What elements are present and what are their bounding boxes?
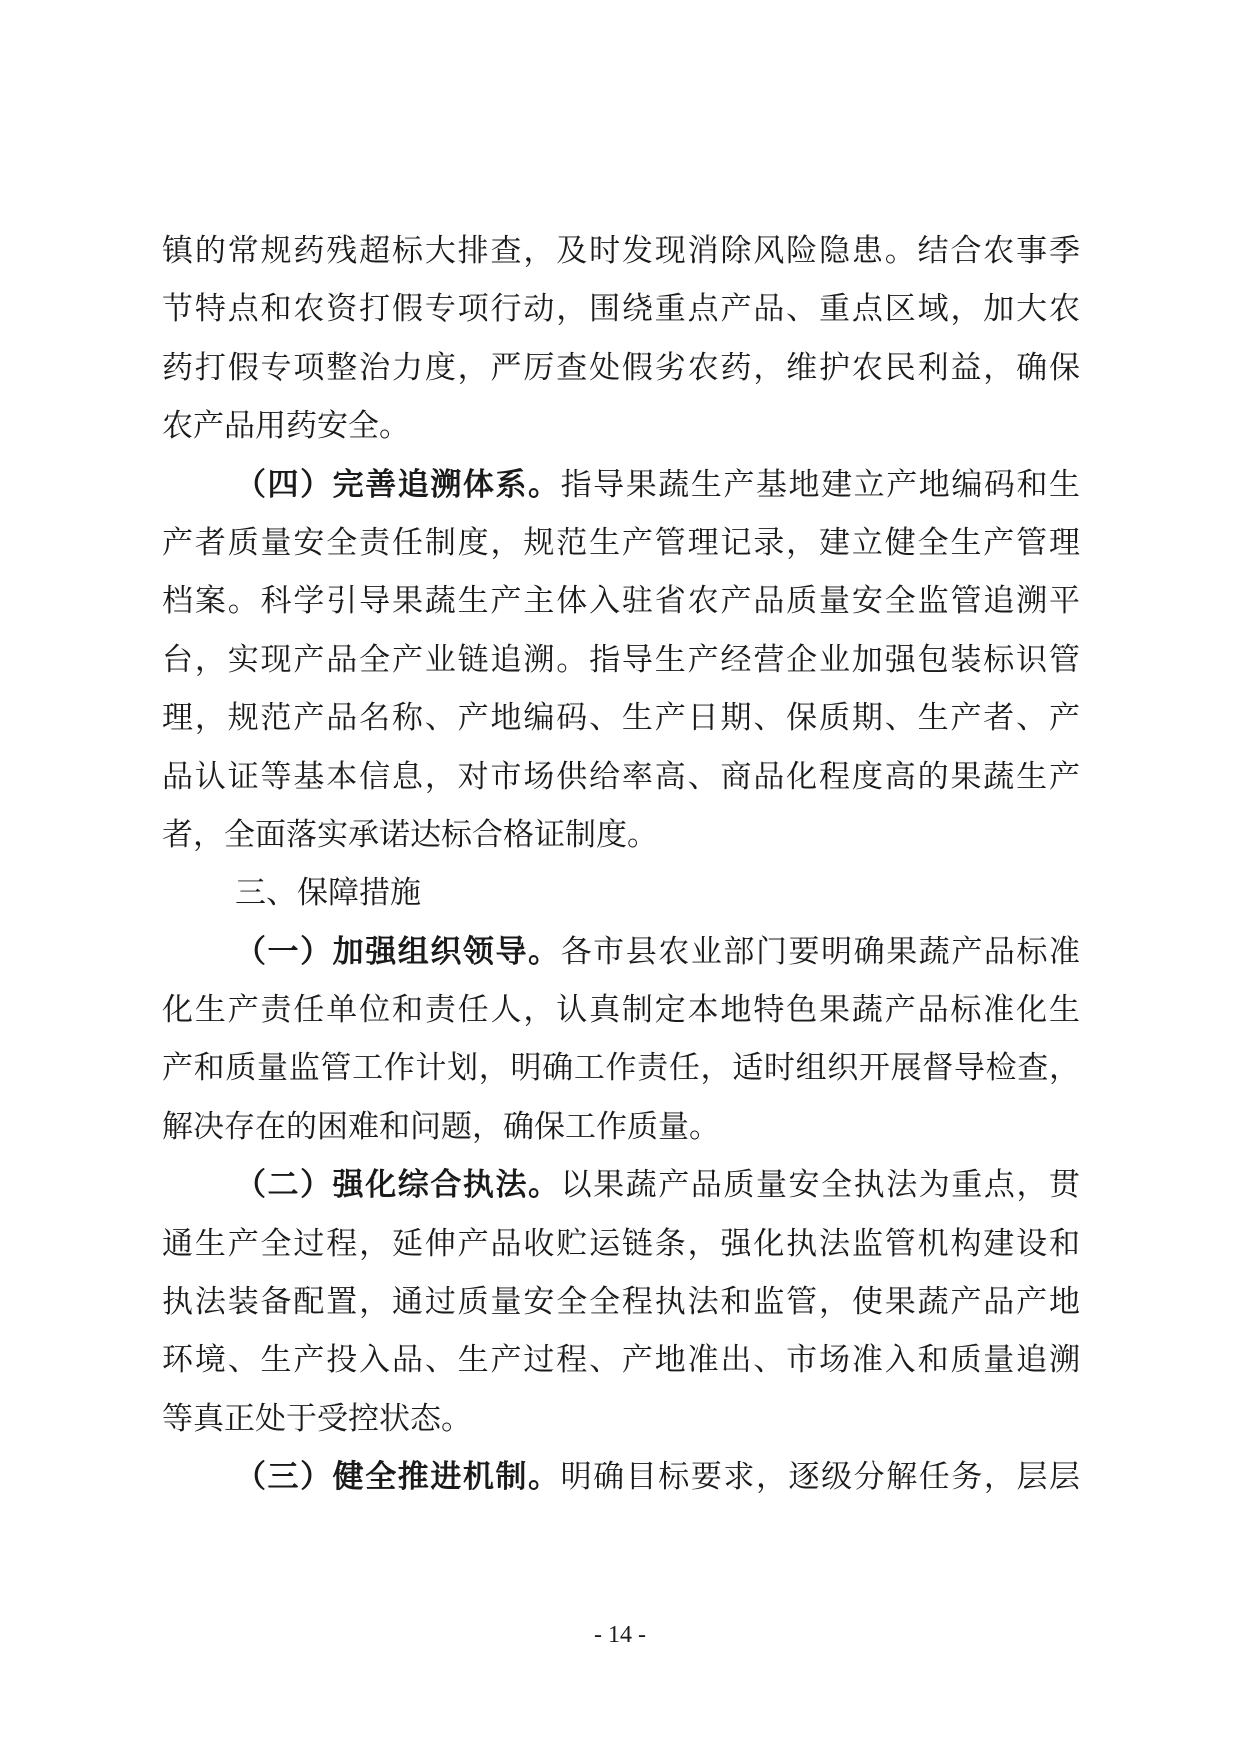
line-text: 指导果蔬生产基地建立产地编码和生	[560, 466, 1081, 503]
line-text: 通生产全过程，延伸产品收贮运链条，强化执法监管机构建设和	[162, 1225, 1080, 1262]
text-line	[162, 1331, 1080, 1389]
line-text: 解决存在的困难和问题，确保工作质量。	[162, 1108, 720, 1145]
subsection-heading: （二）强化综合执法。	[235, 1167, 561, 1204]
line-text: 台，实现产品全产业链追溯。指导生产经营企业加强包装标识管	[162, 641, 1080, 678]
subsection-heading: （四）完善追溯体系。	[235, 466, 561, 503]
subsection-heading: （一）加强组织领导。	[235, 933, 561, 970]
body-text	[162, 222, 1080, 1507]
page-number: - 14 -	[594, 1622, 646, 1648]
text-line	[162, 806, 1080, 864]
line-text: 品认证等基本信息，对市场供给率高、商品化程度高的果蔬生产	[162, 758, 1080, 795]
line-text: 节特点和农资打假专项行动，围绕重点产品、重点区域，加大农	[162, 291, 1080, 328]
line-text: 等真正处于受控状态。	[162, 1400, 472, 1437]
text-line	[162, 748, 1080, 806]
line-text: 化生产责任单位和责任人，认真制定本地特色果蔬产品标准化生	[162, 992, 1080, 1029]
text-line	[162, 1448, 1080, 1506]
text-line	[162, 572, 1080, 630]
text-line	[162, 1039, 1080, 1097]
line-text: 者，全面落实承诺达标合格证制度。	[162, 816, 658, 853]
line-text: 明确目标要求，逐级分解任务，层层	[560, 1459, 1081, 1496]
text-line	[162, 631, 1080, 689]
line-text: 镇的常规药残超标大排查，及时发现消除风险隐患。结合农事季	[162, 233, 1080, 269]
text-line	[162, 456, 1080, 514]
text-line	[162, 397, 1080, 455]
subsection-heading: （三）健全推进机制。	[235, 1459, 561, 1496]
line-text: 执法装备配置，通过质量安全全程执法和监管，使果蔬产品产地	[162, 1284, 1080, 1321]
text-line	[162, 689, 1080, 747]
text-line	[162, 1390, 1080, 1448]
text-line	[162, 981, 1080, 1039]
text-line	[162, 923, 1080, 981]
text-line	[162, 280, 1080, 338]
text-line	[162, 1215, 1080, 1273]
line-text: 以果蔬产品质量安全执法为重点，贯	[560, 1167, 1081, 1204]
line-text: 产和质量监管工作计划，明确工作责任，适时组织开展督导检查，	[162, 1050, 1080, 1087]
line-text: 档案。科学引导果蔬生产主体入驻省农产品质量安全监管追溯平	[162, 583, 1080, 620]
line-text: 农产品用药安全。	[162, 408, 410, 445]
text-line	[162, 1156, 1080, 1214]
line-text: 药打假专项整治力度，严厉查处假劣农药，维护农民利益，确保	[162, 349, 1080, 386]
line-text: 各市县农业部门要明确果蔬产品标准	[560, 933, 1081, 970]
text-line	[162, 1098, 1080, 1156]
line-text: 理，规范产品名称、产地编码、生产日期、保质期、生产者、产	[162, 700, 1080, 737]
line-text: 环境、生产投入品、生产过程、产地准出、市场准入和质量追溯	[162, 1342, 1080, 1379]
section-heading: 三、保障措施	[235, 875, 421, 912]
text-line	[162, 339, 1080, 397]
text-line	[162, 1273, 1080, 1331]
text-line	[162, 864, 1080, 922]
line-text: 产者质量安全责任制度，规范生产管理记录，建立健全生产管理	[162, 524, 1080, 561]
text-line	[162, 222, 1080, 280]
text-line	[162, 514, 1080, 572]
